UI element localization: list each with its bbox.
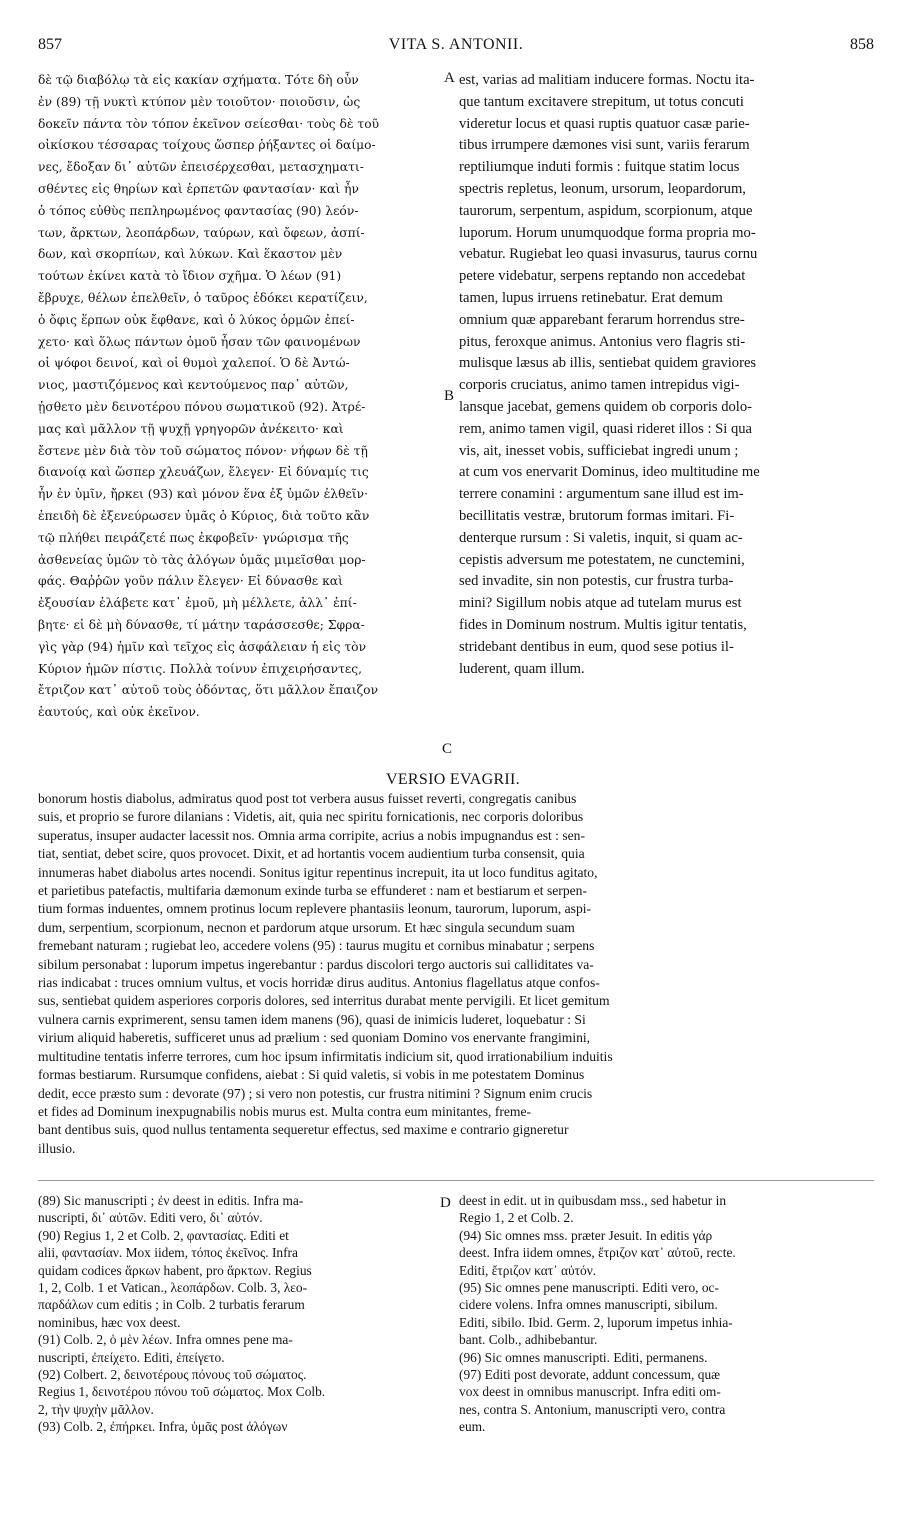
footnote-line: παρδάλων cum editis ; in Colb. 2 turbatis ferarum: [38, 1297, 305, 1313]
evagrius-text-line: dedit, ecce præsto sum : devorate (97) ; si vero non potestis, cur frustra nitimini ? Signum enim crucis: [38, 1085, 593, 1101]
evagrius-text-line: et parietibus patefactis, multifaria dæmonum exinde turba se effunderet : nam et bestiarum et serpen-: [38, 883, 587, 899]
greek-text-line: ὁ ὄφις ἕρπων οὐκ ἔφθανε, καὶ ὁ λύκος ὁρμῶν ἐπεί-: [38, 312, 355, 327]
greek-text-line: μας καὶ μᾶλλον τῇ ψυχῇ γρηγορῶν ἀνέκειτο· καὶ: [38, 421, 344, 436]
latin-text-line: petere videbatur, serpens reptando non accedebat: [459, 268, 746, 285]
greek-text-line: δοκεῖν πάντα τὸν τόπον ἐκεῖνον σείεσθαι· τοὺς δὲ τοῦ: [38, 116, 380, 131]
greek-text-line: Κύριον ἡμῶν πίστις. Πολλὰ τοίνυν ἐπιχειρήσαντες,: [38, 661, 363, 676]
margin-letter-b: B: [444, 388, 455, 404]
latin-text-line: corporis cruciatus, animo tamen intrepidus vigi-: [459, 377, 740, 394]
footnote-line: alii, φαντασίαν. Mox iidem, τόπος ἐκεῖνος. Infra: [38, 1245, 298, 1261]
footnote-line: vox deest in omnibus manuscript. Infra editi om-: [459, 1384, 721, 1400]
footnotes-left-column: [38, 1192, 440, 1436]
footnote-line: (94) Sic omnes mss. præter Jesuit. In editis γάρ: [459, 1227, 713, 1243]
margin-letter-d: D: [440, 1195, 451, 1211]
latin-text-line: taurorum, serpentum, aspidum, scorpionum, atque: [459, 202, 753, 219]
latin-text-line: tamen, lupus irruens retinebatur. Erat demum: [459, 289, 723, 306]
footnote-line: (92) Colbert. 2, δεινοτέρους πόνους τοῦ σώματος.: [38, 1367, 307, 1383]
evagrius-text-line: sibilum personabat : luporum impetus ingerebantur : pardus discolori tergo auctoris sui calliditates va-: [38, 956, 594, 972]
greek-text-line: σθέντες εἰς θηρίων καὶ ἑρπετῶν φαντασίαν· καὶ ἦν: [38, 181, 359, 196]
footnote-line: (90) Regius 1, 2 et Colb. 2, φαντασίας. Editi et: [38, 1227, 289, 1243]
evagrius-text-line: bant dentibus suis, quod nullus tentamenta sequeretur effectus, sed maxime e contrario gigneretur: [38, 1122, 569, 1138]
greek-text-column: [38, 70, 442, 724]
footnote-line: eum.: [459, 1419, 486, 1435]
section-heading: VERSIO EVAGRII.: [386, 771, 520, 788]
greek-text-line: των, ἄρκτων, λεοπάρδων, ταύρων, καὶ ὄφεων, ἀσπί-: [38, 225, 365, 240]
latin-text-line: pitus, feroxque animus. Antonius vero flagris sti-: [459, 333, 746, 350]
greek-text-line: ἔβρυχε, θέλων ἐπελθεῖν, ὁ ταῦρος ἐδόκει κερατίζειν,: [38, 290, 368, 305]
latin-text-line: terrere conamini : argumentum sane illud est im-: [459, 486, 744, 503]
footnote-line: 2, τὴν ψυχὴν μᾶλλον.: [38, 1401, 154, 1417]
footnote-line: deest in edit. ut in quibusdam mss., sed habetur in: [459, 1193, 727, 1208]
latin-text-line: que tantum excitavere strepitum, ut totus concuti: [459, 93, 744, 110]
greek-text-line: ἔστενε μὲν διὰ τὸν τοῦ σώματος πόνον· νήφων δὲ τῇ: [38, 443, 368, 458]
evagrius-text-line: sus, sentiebat quidem asperiores corporis dolores, sed interritus durabat mente pervigili. Et licet gemitum: [38, 993, 610, 1009]
latin-text-line: mulisque læsus ab illis, sentiebat quidem graviores: [459, 355, 757, 372]
greek-text-line: ᾐσθετο μὲν δεινοτέρου πόνου σωματικοῦ (92). Ἀτρέ-: [38, 399, 366, 414]
evagrius-text-line: rias indicabat : truces omnium vultus, et vocis horridæ dirus auditus. Antonius flagellatus atque confos-: [38, 975, 600, 991]
latin-text-line: becillitatis vestræ, brutorum formas imitari. Fi-: [459, 507, 735, 524]
running-title: VITA S. ANTONII.: [388, 36, 524, 53]
greek-text-line: ἐξουσίαν ἐλάβετε κατ᾽ ἐμοῦ, μὴ μέλλετε, ἀλλ᾽ ἐπί-: [38, 596, 357, 611]
margin-letter-c: C: [442, 741, 453, 757]
latin-text-line: est, varias ad malitiam inducere formas. Noctu ita-: [459, 72, 755, 88]
footnote-line: Editi, sibilo. Ibid. Germ. 2, luporum impetus inhia-: [459, 1314, 733, 1330]
latin-text-line: omnium quæ apparebant ferarum horrendus stre-: [459, 311, 745, 328]
page-number-left: 857: [38, 36, 62, 53]
greek-text-line: τούτων ἐκίνει κατὰ τὸ ἴδιον σχῆμα. Ὁ λέων (91): [38, 269, 342, 284]
latin-text-line: mini? Sigillum nobis atque ad tutelam murus est: [459, 595, 742, 612]
latin-text-line: spectris repletus, leonum, ursorum, leopardorum,: [459, 180, 746, 197]
latin-text-line: reptiliumque induti formis : fuitque statim locus: [459, 159, 740, 176]
latin-text-line: cepistis adversum me potestatem, ne cunctemini,: [459, 551, 745, 568]
greek-text-line: ἐπειδὴ δὲ ἐξενεύρωσεν ὑμᾶς ὁ Κύριος, διὰ τοῦτο κἂν: [38, 508, 370, 523]
greek-text-line: ἐν (89) τῇ νυκτὶ κτύπον μὲν τοιοῦτον· ποιοῦσιν, ὡς: [38, 94, 361, 109]
footnote-divider: [38, 1180, 874, 1181]
footnote-line: deest. Infra iidem omnes, ἔτριζον κατ᾽ αὐτοῦ, recte.: [459, 1245, 736, 1261]
footnote-line: (89) Sic manuscripti ; ἐν deest in editis. Infra ma-: [38, 1193, 304, 1208]
greek-text-line: ἦν ἐν ὑμῖν, ἤρκει (93) καὶ μόνον ἕνα ἐξ ὑμῶν ἐλθεῖν·: [38, 487, 369, 502]
latin-text-line: vebatur. Rugiebat leo quasi invasurus, taurus cornu: [459, 246, 758, 263]
latin-text-line: at cum vos enervarit Dominus, ideo multitudine me: [459, 464, 760, 481]
footnote-line: (91) Colb. 2, ὁ μὲν λέων. Infra omnes pene ma-: [38, 1332, 293, 1348]
evagrius-text-line: innumeras habet diabolus artes nocendi. Sonitus igitur repentinus increpuit, ita ut loco funditus agitato,: [38, 864, 598, 880]
greek-text-line: ἀσθενείας ὑμῶν τὸ τὰς ἀλόγων ὑμᾶς μιμεῖσθαι μορ-: [38, 552, 366, 567]
greek-text-line: δὲ τῷ διαβόλῳ τὰ εἰς κακίαν σχήματα. Τότε δὴ οὖν: [38, 73, 359, 87]
footnote-line: (96) Sic omnes manuscripti. Editi, permanens.: [459, 1349, 708, 1365]
latin-text-line: stridebant dentibus in eum, quod sese potius il-: [459, 638, 734, 655]
margin-letter-a: A: [444, 70, 455, 86]
greek-text-line: νιος, μαστιζόμενος καὶ κεντούμενος παρ᾽ αὐτῶν,: [38, 378, 349, 393]
evagrius-text-line: fremebant naturam ; rugiebat leo, accedere volens (95) : taurus mugitu et cornibus minabatur ; serpens: [38, 938, 595, 954]
latin-text-line: sed invadite, sin non potestis, cur frustra turba-: [459, 573, 734, 590]
greek-text-line: ὁ τόπος εὐθὺς πεπληρωμένος φαντασίας (90) λεόν-: [38, 203, 359, 218]
footnote-line: nominibus, hæc vox deest.: [38, 1314, 181, 1330]
footnote-line: bant. Colb., adhibebantur.: [459, 1332, 598, 1348]
latin-text-line: vis, ait, inesset vobis, sufficiebat ingredi unum ;: [459, 442, 739, 459]
greek-text-line: διανοίᾳ καὶ ὥσπερ χλευάζων, ἔλεγεν· Εἰ δύναμίς τις: [38, 465, 369, 480]
greek-text-line: γὶς γὰρ (94) ἡμῖν καὶ τεῖχος εἰς ἀσφάλειαν ἡ εἰς τὸν: [38, 639, 367, 654]
greek-text-line: ἔτριζον κατ᾽ αὐτοῦ τοὺς ὀδόντας, ὅτι μᾶλλον ἔπαιζον: [38, 683, 379, 698]
greek-text-line: νες, ἔδοξαν δι᾽ αὐτῶν ἐπεισέρχεσθαι, μετασχηματι-: [38, 160, 364, 175]
footnote-line: cidere volens. Infra omnes manuscripti, sibilum.: [459, 1297, 718, 1313]
evagrius-text-line: virium aliquid haberetis, sufficeret unus ad prælium : sed quoniam Domino vos enervante frangimini,: [38, 1030, 591, 1046]
evagrius-text-line: suis, et proprio se furore dilanians : Videtis, ait, quia nec spiritu fornicationis, nec corporis doloribus: [38, 809, 584, 825]
footnote-line: (95) Sic omnes pene manuscripti. Editi vero, oc-: [459, 1280, 719, 1296]
greek-text-line: βητε· εἰ δὲ μὴ δύνασθε, τί μάτην ταράσσεσθε; Σφρα-: [38, 617, 365, 632]
footnote-line: nuscripti, ἐπείχετο. Editi, ἐπείγετο.: [38, 1349, 225, 1365]
evagrius-text-line: dum, serpentium, scorpionum, necnon et pardorum atque ursorum. Et hæc singula secundum suam: [38, 919, 575, 935]
greek-text-line: τῷ πλήθει πειράζετέ πως ἐκφοβεῖν· γνώρισμα τῆς: [38, 530, 349, 545]
latin-text-column: [459, 70, 874, 680]
evagrius-text-line: et fides ad Dominum inexpugnabilis nobis murus est. Multa contra eum minitantes, freme-: [38, 1103, 532, 1119]
evagrius-text-line: illusio.: [38, 1140, 76, 1156]
evagrius-text-line: tiat, sentiat, debet scire, quos provocet. Dixit, et ad hortantis vocem audientium turba consensit, quia: [38, 846, 585, 862]
greek-text-line: οἰκίσκου τέσσαρας τοίχους ὥσπερ ῥήξαντες οἱ δαίμο-: [38, 138, 376, 153]
greek-text-line: οἱ ψόφοι δεινοί, καὶ οἱ θυμοὶ χαλεποί. Ὁ δὲ Ἀντώ-: [38, 356, 350, 371]
greek-text-line: δων, καὶ σκορπίων, καὶ λύκων. Καὶ ἕκαστον μὲν: [38, 247, 343, 262]
footnote-line: Regius 1, δεινοτέρου πόνου τοῦ σώματος. Mox Colb.: [38, 1384, 326, 1400]
latin-text-line: videretur locus et quasi ruptis quatuor casæ parie-: [459, 115, 750, 132]
footnote-line: Editi, ἔτριζον κατ᾽ αὐτόν.: [459, 1262, 597, 1278]
latin-text-line: fides in Dominum nostrum. Multis igitur tentatis,: [459, 616, 747, 633]
evagrius-text-line: tium formas induentes, omnem protinus locum replevere phantasiis leonum, taurorum, luporum, aspi-: [38, 901, 592, 917]
greek-text-line: φάς. Θαῤῥῶν γοῦν πάλιν ἔλεγεν· Εἰ δύνασθε καὶ: [38, 574, 343, 589]
footnote-line: quidam codices ἄρκων habent, pro ἄρκτων. Regius: [38, 1262, 312, 1278]
latin-text-line: luderent, quam illum.: [459, 660, 585, 677]
footnote-line: (97) Editi post devorate, addunt concessum, quæ: [459, 1367, 721, 1383]
footnote-line: 1, 2, Colb. 1 et Vatican., λεοπάρδων. Colb. 3, λεο-: [38, 1280, 308, 1296]
latin-text-line: lansque jacebat, gemens quidem ob corporis dolo-: [459, 398, 753, 415]
running-head: [38, 36, 874, 60]
latin-text-line: denterque rursum : Si valetis, inquit, si quam ac-: [459, 529, 743, 546]
greek-text-line: χετο· καὶ ὅλως πάντων ὁμοῦ ἦσαν τῶν φαινομένων: [38, 334, 361, 349]
evagrius-text-line: formas bestiarum. Rursumque confidens, aiebat : Si quid valetis, si vobis in me potestatem Dominus: [38, 1067, 585, 1083]
footnote-line: Regio 1, 2 et Colb. 2.: [459, 1210, 574, 1226]
latin-text-line: rem, animo tamen vigil, quasi rideret illos : Si qua: [459, 420, 753, 437]
evagrius-text-line: multitudine tentatis inferre terrores, cum hoc ipsum infirmitatis indicium sit, quod irrationabilium induitis: [38, 1048, 613, 1064]
evagrius-text-line: vulnera carnis exprimerent, sensu tamen idem manens (96), quasi de inimicis luderet, loquebatur : Si: [38, 1011, 586, 1027]
footnote-line: (93) Colb. 2, ἐπήρκει. Infra, ὑμᾶς post ἀλόγων: [38, 1419, 288, 1435]
latin-text-line: luporum. Horum unumquodque forma propria mo-: [459, 224, 756, 241]
latin-text-line: tibus irrumpere dæmones visi sunt, variis ferarum: [459, 137, 750, 154]
footnote-line: nuscripti, δι᾽ αὐτῶν. Editi vero, δι᾽ αὐτόν.: [38, 1210, 263, 1226]
evagrius-text-line: superatus, insuper audacter lacessit nos. Omnia arma corripite, acrius a nobis impugnandus est : sen-: [38, 827, 585, 843]
evagrius-text-line: bonorum hostis diabolus, admiratus quod post tot verbera ausus fuisset reverti, congregatis canibus: [38, 791, 577, 806]
evagrius-text-block: [38, 790, 874, 1158]
footnotes-right-column: [459, 1192, 874, 1436]
greek-text-line: ἑαυτούς, καὶ οὐκ ἐκεῖνον.: [38, 705, 200, 720]
page-number-right: 858: [850, 36, 874, 53]
footnote-line: nes, contra S. Antonium, manuscripti vero, contra: [459, 1401, 726, 1417]
